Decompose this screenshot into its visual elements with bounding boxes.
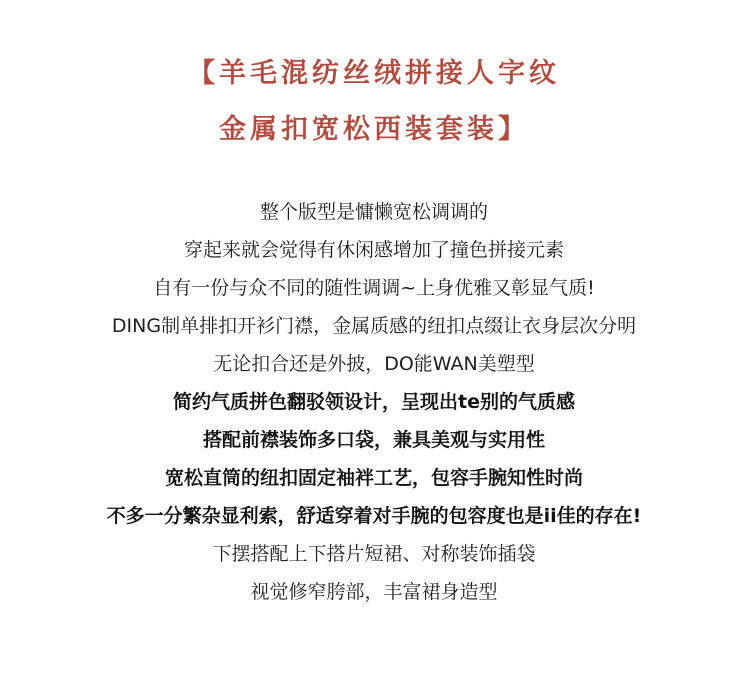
product-title [0, 46, 748, 158]
description-line-7: 搭配前襟装饰多口袋，兼具美观与实用性 [202, 429, 545, 451]
description-line-8: 宽松直筒的纽扣固定袖袢工艺，包容手腕知性时尚 [164, 467, 583, 489]
description-line-3: 自有一份与众不同的随性调调~上身优雅又彰显气质! [153, 277, 595, 299]
description-line-5: 无论扣合还是外披，DO能WAN美塑型 [213, 353, 535, 375]
description-line-9: 不多一分繁杂显利索，舒适穿着对手腕的包容度也是ii佳的存在! [106, 505, 642, 527]
title-line-2: 金属扣宽松西装套装】 [219, 114, 529, 145]
description-line-11: 视觉修窄胯部，丰富裙身造型 [250, 581, 498, 603]
description-line-2: 穿起来就会觉得有休闲感增加了撞色拼接元素 [183, 239, 564, 261]
description-text [0, 193, 748, 611]
description-line-4: DING制单排扣开衫门襟，金属质感的纽扣点缀让衣身层次分明 [111, 315, 637, 337]
description-line-10: 下摆搭配上下搭片短裙、对称装饰插袋 [212, 543, 536, 565]
title-line-1: 【羊毛混纺丝绒拼接人字纹 [188, 58, 560, 89]
description-line-6: 简约气质拼色翻驳领设计，呈现出te别的气质感 [173, 391, 575, 413]
description-line-1: 整个版型是慵懒宽松调调的 [259, 201, 488, 223]
